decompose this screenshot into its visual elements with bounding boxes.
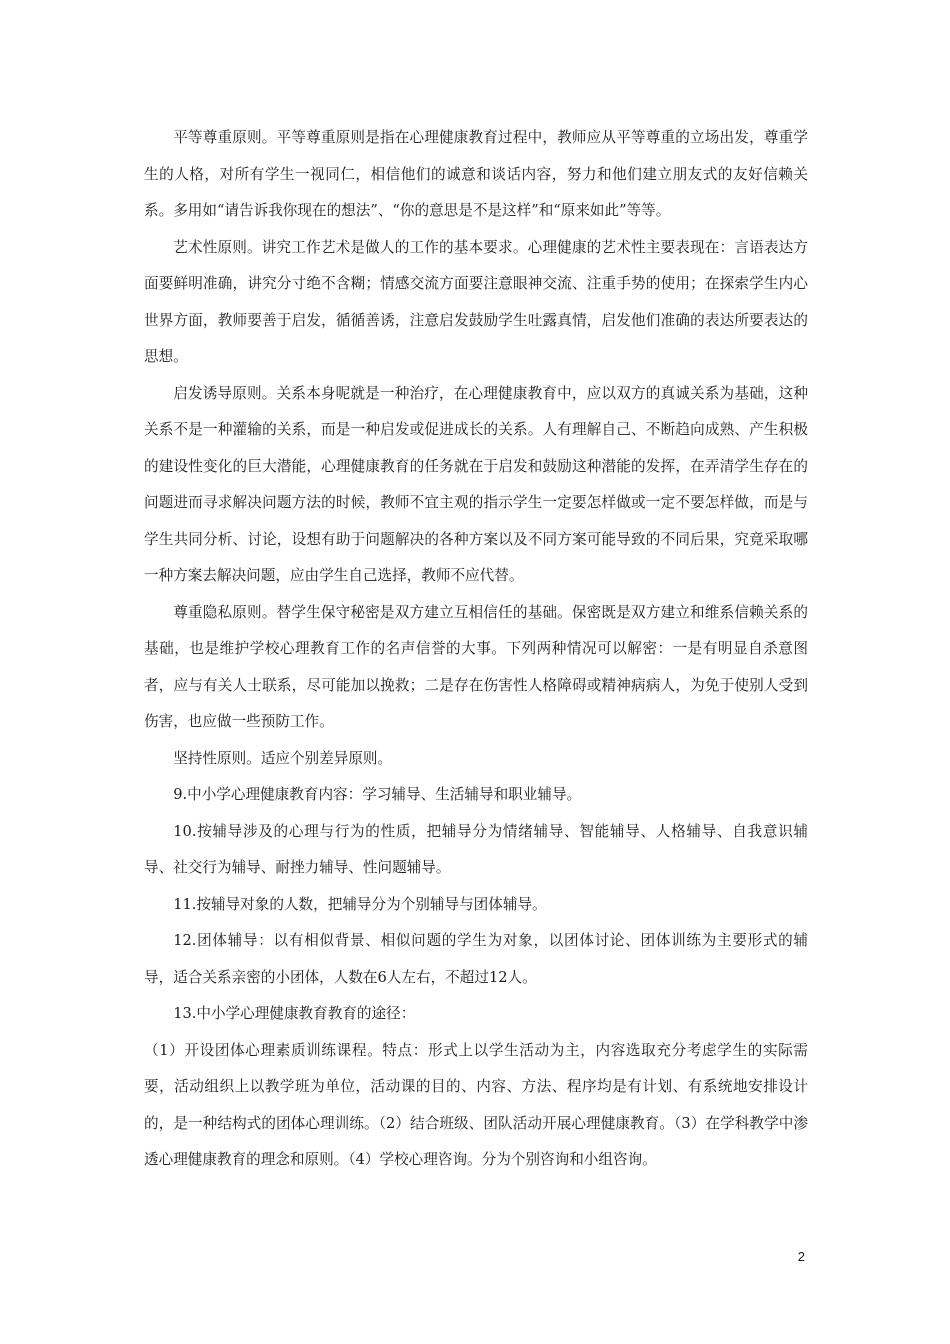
paragraph-item-12: 12.团体辅导：以有相似背景、相似问题的学生为对象，以团体讨论、团体训练为主要形式的辅导，适合关系亲密的小团体，人数在6人左右，不超过12人。 xyxy=(144,932,808,986)
paragraph-item-10: 10.按辅导涉及的心理与行为的性质，把辅导分为情绪辅导、智能辅导、人格辅导、自我意识辅导、社交行为辅导、耐挫力辅导、性问题辅导。 xyxy=(144,822,808,876)
paragraph-item-9: 9.中小学心理健康教育内容：学习辅导、生活辅导和职业辅导。 xyxy=(173,786,582,803)
document-body xyxy=(144,120,808,1179)
paragraph-privacy: 尊重隐私原则。替学生保守秘密是双方建立互相信任的基础。保密既是双方建立和维系信赖关系的基础，也是维护学校心理教育工作的名声信誉的大事。下列两种情况可以解密：一是有明显自杀意图者，应与有关人士联系，尽可能加以挽救；二是存在伤害性人格障碍或精神病病人，为免于使别人受到伤害，也应做一些预防工作。 xyxy=(144,603,808,730)
paragraph-item-13: 13.中小学心理健康教育教育的途径： xyxy=(173,1005,416,1022)
paragraph-approaches: （1）开设团体心理素质训练课程。特点：形式上以学生活动为主，内容选取充分考虑学生的实际需要，活动组织上以教学班为单位，活动课的目的、内容、方法、程序均是有计划、有系统地安排设计的，是一种结构式的团体心理训练。（2）结合班级、团队活动开展心理健康教育。（3）在学科教学中渗透心理健康教育的理念和原则。（4）学校心理咨询。分为个别咨询和小组咨询。 xyxy=(144,1041,808,1168)
paragraph-guidance: 启发诱导原则。关系本身呢就是一种治疗，在心理健康教育中，应以双方的真诚关系为基础，这种关系不是一种灌输的关系，而是一种启发或促进成长的关系。人有理解自己、不断趋向成熟、产生积极的建设性变化的巨大潜能，心理健康教育的任务就在于启发和鼓励这种潜能的发挥，在弄清学生存在的问题进而寻求解决问题方法的时候，教师不宜主观的指示学生一定要怎样做或一定不要怎样做，而是与学生共同分析、讨论，设想有助于问题解决的各种方案以及不同方案可能导致的不同后果，究竟采取哪一种方案去解决问题，应由学生自己选择，教师不应代替。 xyxy=(144,384,808,584)
paragraph-equal-respect: 平等尊重原则。平等尊重原则是指在心理健康教育过程中，教师应从平等尊重的立场出发，尊重学生的人格，对所有学生一视同仁，相信他们的诚意和谈话内容，努力和他们建立朋友式的友好信赖关系。多用如“请告诉我你现在的想法”、“你的意思是不是这样”和“原来如此”等等。 xyxy=(144,129,808,219)
page-number: 2 xyxy=(797,1249,805,1264)
paragraph-artistry: 艺术性原则。讲究工作艺术是做人的工作的基本要求。心理健康的艺术性主要表现在：言语表达方面要鲜明准确，讲究分寸绝不含糊；情感交流方面要注意眼神交流、注重手势的使用；在探索学生内心世界方面，教师要善于启发，循循善诱，注意启发鼓励学生吐露真情，启发他们准确的表达所要表达的思想。 xyxy=(144,238,808,365)
paragraph-persistence: 坚持性原则。适应个别差异原则。 xyxy=(173,749,393,767)
paragraph-item-11: 11.按辅导对象的人数，把辅导分为个别辅导与团体辅导。 xyxy=(173,895,547,913)
